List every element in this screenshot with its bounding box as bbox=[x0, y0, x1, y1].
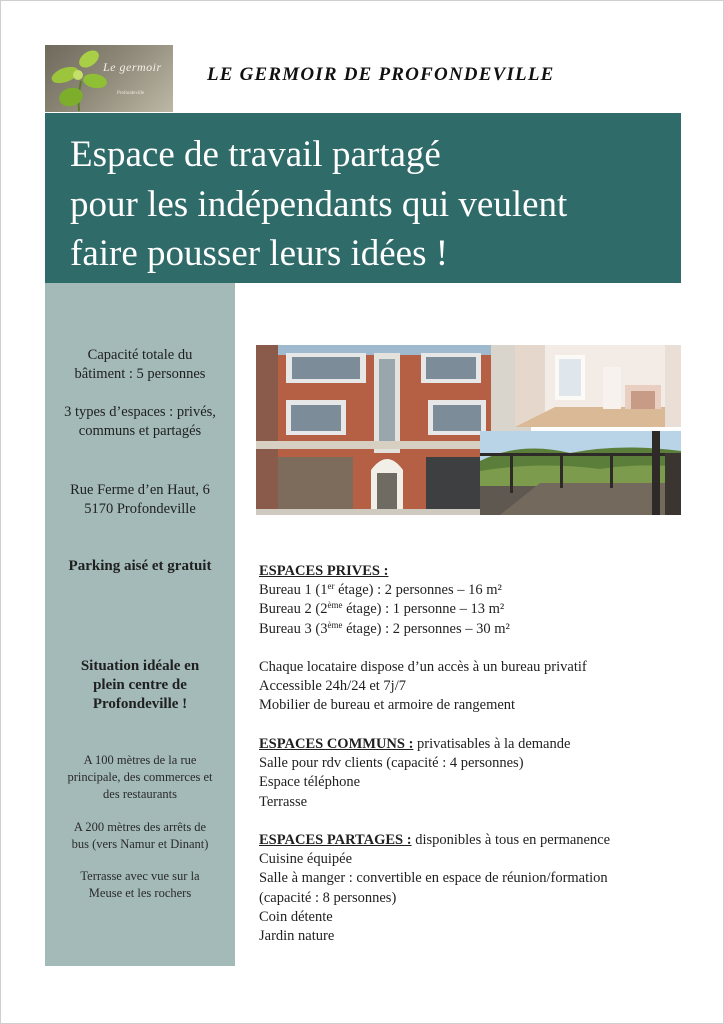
common-terrace: Terrasse bbox=[259, 793, 308, 810]
shared-kitchen: Cuisine équipée bbox=[259, 851, 353, 868]
feature-furniture: Mobilier de bureau et armoire de rangement bbox=[259, 697, 516, 714]
common-spaces-heading: ESPACES COMMUNS : bbox=[259, 736, 414, 752]
location-highlight: Situation idéale en plein centre de Profondeville ! bbox=[80, 658, 200, 712]
shared-dining-room: Salle à manger : convertible en espace de réunion/formation bbox=[259, 870, 608, 887]
leaf-sprout-icon bbox=[45, 45, 173, 112]
feature-access-hours: Accessible 24h/24 et 7j/7 bbox=[259, 678, 406, 695]
sidebar bbox=[45, 283, 235, 966]
bus-distance: A 200 mètres des arrêts de bus (vers Namur et Dinant) bbox=[71, 820, 209, 851]
banner bbox=[45, 113, 681, 283]
office-1-line: Bureau 1 (1er étage) : 2 personnes – 16 m² bbox=[259, 581, 502, 599]
shared-spaces-note: disponibles à tous en permanence bbox=[411, 832, 611, 848]
common-spaces-section bbox=[259, 735, 570, 812]
office-2-line: Bureau 2 (2ème étage) : 1 personne – 13 m² bbox=[259, 600, 505, 618]
shared-relax-corner: Coin détente bbox=[259, 908, 333, 925]
office-3-line: Bureau 3 (3ème étage) : 2 personnes – 30 m² bbox=[259, 619, 510, 637]
terrace-view: Terrasse avec vue sur la Meuse et les rochers bbox=[80, 869, 200, 900]
banner-line-2: pour les indépendants qui veulent bbox=[70, 184, 568, 225]
parking-info: Parking aisé et gratuit bbox=[68, 558, 212, 574]
document-title: LE GERMOIR DE PROFONDEVILLE bbox=[207, 64, 555, 85]
capacity-info: Capacité totale du bâtiment : 5 personnes bbox=[74, 347, 206, 382]
terrace-view-photo bbox=[480, 431, 681, 515]
features-section bbox=[259, 658, 587, 716]
shared-spaces-section bbox=[259, 831, 610, 946]
shops-distance: A 100 mètres de la rue principale, des commerces et des restaurants bbox=[67, 753, 213, 801]
banner-line-3: faire pousser leurs idées ! bbox=[70, 233, 449, 274]
logo bbox=[45, 45, 173, 112]
logo-name: Le germoir bbox=[103, 60, 162, 74]
common-meeting-room: Salle pour rdv clients (capacité : 4 personnes) bbox=[259, 755, 524, 772]
shared-spaces-heading: ESPACES PARTAGES : bbox=[259, 832, 412, 848]
shared-garden: Jardin nature bbox=[259, 928, 335, 945]
private-spaces-section bbox=[259, 562, 510, 639]
shared-dining-capacity: (capacité : 8 personnes) bbox=[259, 889, 397, 906]
feature-private-office: Chaque locataire dispose d’un accès à un bureau privatif bbox=[259, 659, 587, 675]
logo-subtitle: Profondeville bbox=[117, 91, 145, 96]
common-phone-space: Espace téléphone bbox=[259, 774, 361, 791]
address: Rue Ferme d’en Haut, 6 5170 Profondeville bbox=[70, 482, 210, 517]
common-spaces-note: privatisables à la demande bbox=[413, 736, 571, 752]
banner-line-1: Espace de travail partagé bbox=[70, 134, 441, 175]
private-spaces-heading: ESPACES PRIVES : bbox=[259, 563, 389, 579]
interior-room-photo bbox=[515, 345, 681, 427]
space-types-info: 3 types d’espaces : privés, communs et partagés bbox=[64, 404, 216, 439]
